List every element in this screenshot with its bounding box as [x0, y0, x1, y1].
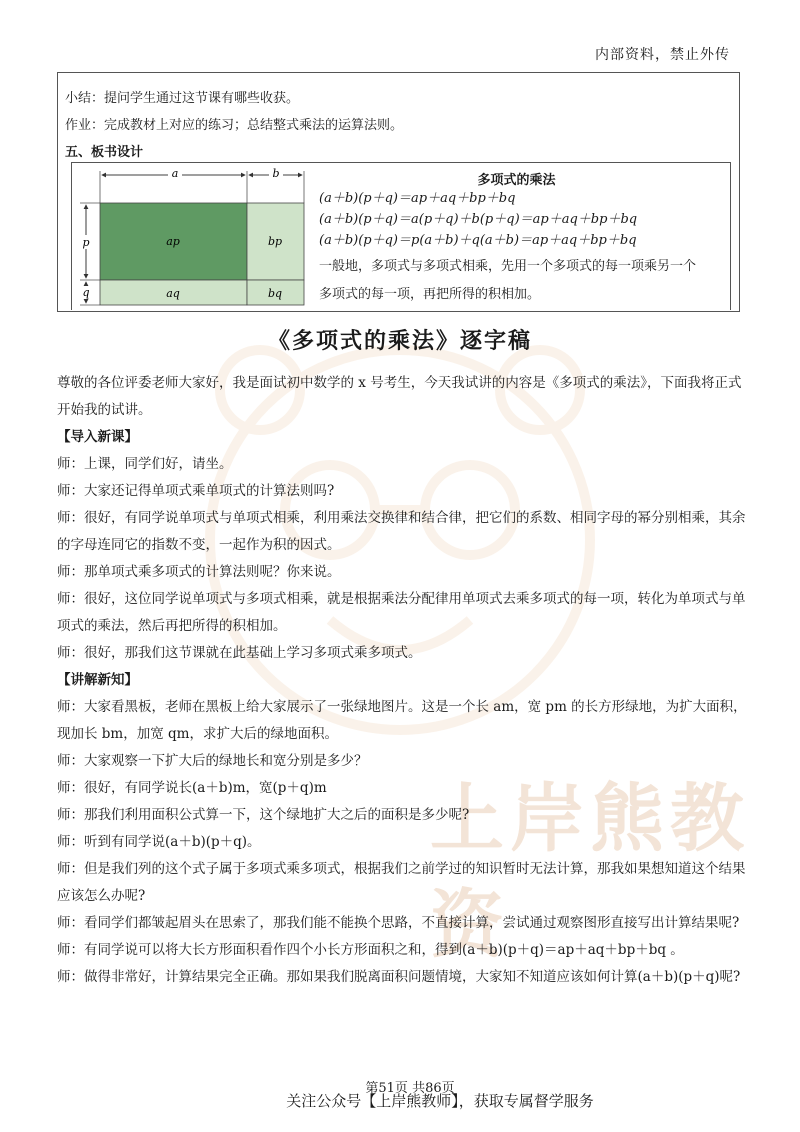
section-heading-board-design: 五、板书设计	[65, 145, 144, 160]
formula-2: (a＋b)(p＋q)＝a(p＋q)＋b(p＋q)＝ap＋aq＋bp＋bq	[319, 212, 638, 227]
dialogue-line: 师：但是我们列的这个式子属于多项式乘多项式，根据我们之前学过的知识暂时无法计算，那我如果想知道这个结果应该怎么办呢?	[57, 861, 746, 904]
dialogue-line: 师：那我们利用面积公式算一下，这个绿地扩大之后的面积是多少呢?	[57, 807, 470, 823]
lesson-summary-box	[57, 72, 740, 312]
dialogue-line: 师：听到有同学说(a＋b)(p＋q)。	[57, 834, 261, 850]
area-diagram	[72, 163, 312, 311]
label-side-p: p	[82, 236, 90, 249]
formula-1: (a＋b)(p＋q)＝ap＋aq＋bp＋bq	[319, 191, 516, 206]
label-side-q: q	[82, 286, 90, 299]
dialogue-line: 师：大家观察一下扩大后的绿地长和宽分别是多少？	[57, 753, 368, 769]
homework-line: 作业：完成教材上对应的练习；总结整式乘法的运算法则。	[65, 118, 404, 133]
page-number: 第51页 共86页	[365, 1081, 455, 1096]
rule-line-1: 一般地，多项式与多项式相乘，先用一个多项式的每一项乘另一个	[319, 259, 697, 274]
dialogue-line: 师：很好，那我们这节课就在此基础上学习多项式乘多项式。	[57, 645, 422, 661]
promo-text: 关注公众号【上岸熊教师】，获取专属督学服务	[286, 1092, 594, 1110]
watermark-text: 上岸熊教资	[430, 776, 750, 968]
intro-paragraph: 尊敬的各位评委老师大家好，我是面试初中数学的 x 号考生，今天我试讲的内容是《多项式的乘法》，下面我将正式开始我的试讲。	[57, 375, 742, 418]
board-design-panel	[71, 162, 731, 310]
board-title: 多项式的乘法	[477, 173, 556, 188]
section-heading-new-knowledge: 【讲解新知】	[57, 672, 138, 688]
summary-line: 小结：提问学生通过这节课有哪些收获。	[65, 91, 300, 106]
dialogue-line: 师：大家看黑板，老师在黑板上给大家展示了一张绿地图片。这是一个长 am，宽 pm 的长方形绿地，为扩大面积，现加长 bm，加宽 qm，求扩大后的绿地面积。	[57, 699, 747, 742]
label-bq: bq	[267, 287, 283, 300]
dialogue-line: 师：很好，有同学说单项式与单项式相乘，利用乘法交换律和结合律，把它们的系数、相同字母的幂分别相乘，其余的字母连同它的指数不变，一起作为积的因式。	[57, 510, 746, 553]
rule-line-2: 多项式的每一项，再把所得的积相加。	[319, 287, 541, 302]
section-heading-intro: 【导入新课】	[57, 429, 138, 445]
label-bp: bp	[267, 235, 283, 248]
dialogue-line: 师：大家还记得单项式乘单项式的计算法则吗?	[57, 483, 335, 499]
dialogue-line: 师：看同学们都皱起眉头在思索了，那我们能不能换个思路，不直接计算，尝试通过观察图形直接写出计算结果呢?	[57, 915, 740, 931]
formula-3: (a＋b)(p＋q)＝p(a＋b)＋q(a＋b)＝ap＋aq＋bp＋bq	[319, 233, 637, 248]
label-top-b: b	[272, 167, 280, 180]
dialogue-line: 师：那单项式乘多项式的计算法则呢？你来说。	[57, 564, 341, 580]
dialogue-line: 师：做得非常好，计算结果完全正确。那如果我们脱离面积问题情境，大家知不知道应该如何计算(a＋b)(p＋q)呢?	[57, 969, 741, 985]
dialogue-line: 师：有同学说可以将大长方形面积看作四个小长方形面积之和，得到(a＋b)(p＋q)＝ap＋aq＋bp＋bq 。	[57, 942, 684, 958]
dialogue-line: 师：上课，同学们好，请坐。	[57, 456, 233, 472]
label-aq: aq	[166, 287, 180, 300]
dialogue-line: 师：很好，有同学说长(a＋b)m，宽(p＋q)m	[57, 780, 327, 796]
confidential-note: 内部资料，禁止外传	[595, 47, 730, 63]
dialogue-line: 师：很好，这位同学说单项式与多项式相乘，就是根据乘法分配律用单项式去乘多项式的每一项，转化为单项式与单项式的乘法，然后再把所得的积相加。	[57, 591, 746, 634]
document-title: 《多项式的乘法》逐字稿	[267, 328, 532, 354]
label-ap: ap	[166, 235, 180, 248]
transcript-body	[57, 370, 747, 991]
board-formulas	[319, 169, 729, 307]
label-top-a: a	[171, 167, 179, 180]
